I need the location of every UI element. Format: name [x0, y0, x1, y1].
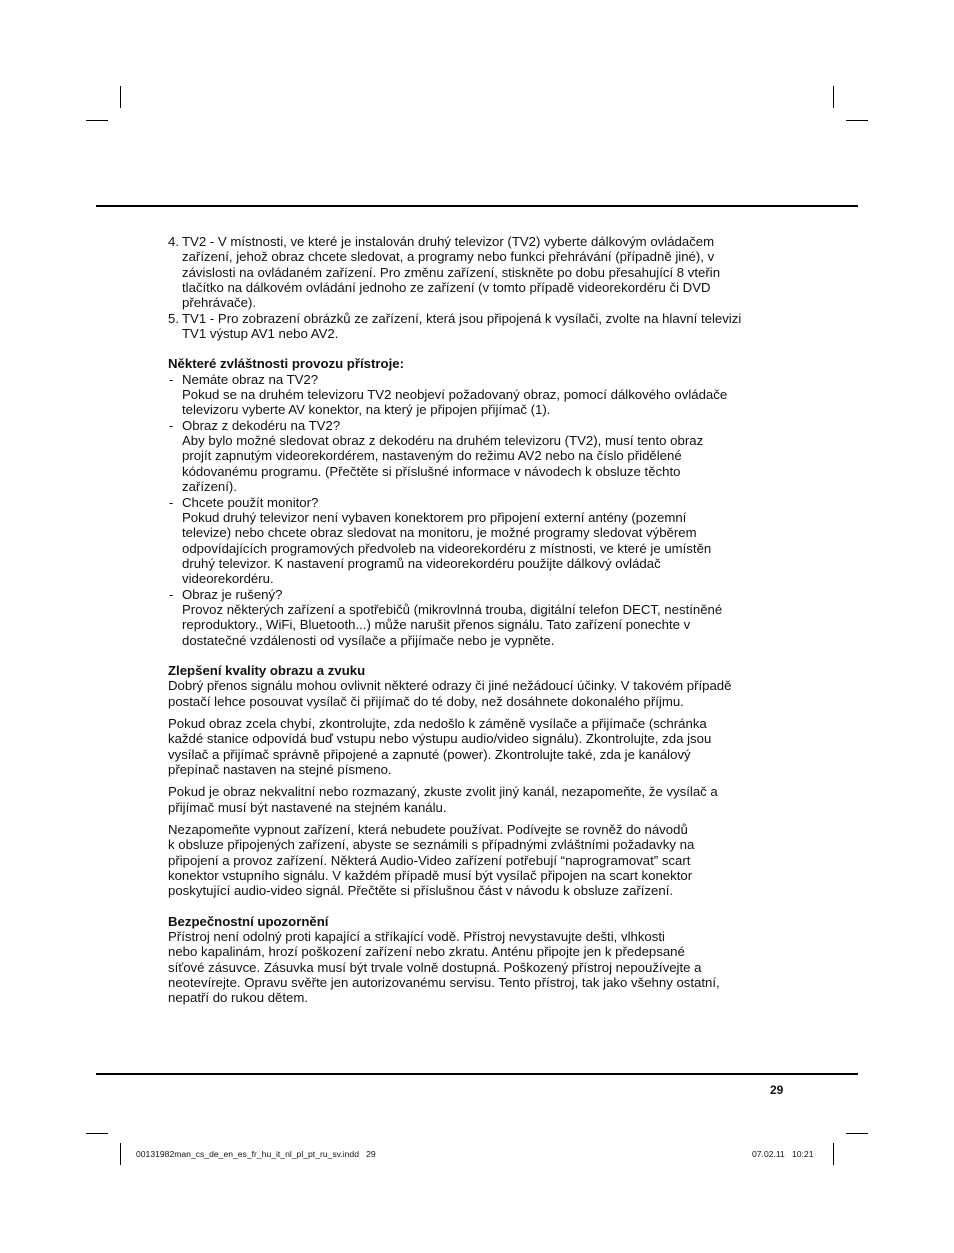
document-body: [168, 234, 792, 1006]
list-item: [168, 234, 792, 311]
faq-line: projít zapnutým videorekordérem, nastaveným do režimu AV2 nebo na číslo přidělené: [182, 448, 682, 464]
item-number: 5.: [168, 310, 179, 326]
paragraph-line: vysílač a přijímač správně připojené a zapnuté (power). Zkontrolujte také, zda je kanálový: [168, 746, 691, 762]
crop-mark: [86, 120, 108, 121]
footer-datetime: 07.02.11 10:21: [752, 1149, 814, 1159]
special-section: [168, 356, 792, 648]
list-item: [168, 311, 792, 342]
faq-question: Nemáte obraz na TV2?: [182, 371, 319, 387]
faq-line: Provoz některých zařízení a spotřebičů (mikrovlnná trouba, digitální telefon DECT, nestíněné: [182, 601, 723, 617]
crop-mark: [833, 1143, 834, 1165]
faq-item: [168, 418, 792, 495]
footer-filename: 00131982man_cs_de_en_es_fr_hu_it_nl_pl_pt_ru_sv.indd 29: [136, 1149, 376, 1159]
dash-bullet: -: [169, 586, 174, 602]
crop-mark: [833, 86, 834, 108]
item-line: přehrávače).: [182, 295, 257, 311]
paragraph: [168, 716, 792, 777]
paragraph-line: k obsluze připojených zařízení, abyste se seznámili s případnými zvláštními požadavky na: [168, 837, 695, 853]
crop-mark: [846, 120, 868, 121]
paragraph-line: Nezapomeňte vypnout zařízení, která nebudete používat. Podívejte se rovněž do návodů: [168, 822, 688, 838]
item-line: tlačítko na dálkovém ovládání jednoho ze zařízení (v tomto případě videorekordéru či DVD: [182, 280, 711, 296]
paragraph-line: síťové zásuvce. Zásuvka musí být trvale volně dostupná. Poškozený přístroj nepoužívejte a: [168, 959, 702, 975]
faq-line: Pokud druhý televizor není vybaven konektorem pro připojení externí antény (pozemní: [182, 509, 687, 525]
faq-line: Aby bylo možné sledovat obraz z dekodéru na druhém televizoru (TV2), musí tento obraz: [182, 433, 704, 449]
faq-question: Obraz je rušený?: [182, 586, 283, 602]
section-heading: Zlepšení kvality obrazu a zvuku: [168, 662, 366, 678]
paragraph: [168, 822, 792, 899]
crop-mark: [120, 1143, 121, 1165]
dash-bullet: -: [169, 417, 174, 433]
paragraph-line: nebo kapalinám, hrozí poškození zařízení nebo zkratu. Anténu připojte jen k předepsané: [168, 944, 685, 960]
paragraph-line: přepínač nastaven na stejné písmeno.: [168, 762, 392, 777]
faq-item: [168, 372, 792, 418]
faq-line: videorekordéru.: [182, 571, 274, 587]
item-line: TV1 - Pro zobrazení obrázků ze zařízení, která jsou připojená k vysílači, zvolte na hlavní televizi: [182, 310, 742, 326]
crop-mark: [846, 1133, 868, 1134]
dash-bullet: -: [169, 494, 174, 510]
top-rule: [96, 205, 858, 207]
faq-line: reproduktory., WiFi, Bluetooth...) může narušit přenos signálu. Tato zařízení ponechte v: [182, 617, 691, 633]
item-line: závislosti na ovládaném zařízení. Pro změnu zařízení, stiskněte po dobu přesahující 8 vteřin: [182, 264, 721, 280]
paragraph-line: Dobrý přenos signálu mohou ovlivnit některé odrazy či jiné nežádoucí účinky. V takovém případě: [168, 678, 732, 694]
item-line: TV1 výstup AV1 nebo AV2.: [182, 326, 339, 342]
section-heading: Některé zvláštnosti provozu přístroje:: [168, 356, 404, 372]
quality-section: [168, 663, 792, 899]
paragraph-line: neotevírejte. Opravu svěřte jen autorizovanému servisu. Tento přístroj, tak jako všehny ostatní,: [168, 975, 720, 991]
faq-line: druhý televizor. K nastavení programů na videorekordéru použijte dálkový ovládač: [182, 555, 661, 571]
page-number: 29: [770, 1083, 784, 1097]
paragraph-line: Přístroj není odolný proti kapající a stříkající vodě. Přístroj nevystavujte dešti, vlhkosti: [168, 929, 665, 945]
item-line: zařízení, jehož obraz chcete sledovat, a programy nebo funkci přehrávání (případně jiné), v: [182, 249, 715, 265]
faq-item: [168, 495, 792, 587]
faq-question: Obraz z dekodéru na TV2?: [182, 417, 341, 433]
paragraph: [168, 678, 792, 709]
paragraph-line: postačí lehce posouvat vysílač či přijímač do té doby, než dosáhnete dokonalého příjmu.: [168, 693, 684, 709]
paragraph-line: Pokud je obraz nekvalitní nebo rozmazaný, zkuste zvolit jiný kanál, nezapomeňte, že vysílač a: [168, 784, 718, 800]
item-number: 4.: [168, 234, 179, 249]
faq-line: zařízení).: [182, 479, 237, 495]
section-heading: Bezpečnostní upozornění: [168, 913, 329, 929]
dash-bullet: -: [169, 371, 174, 387]
faq-line: Pokud se na druhém televizoru TV2 neobjeví požadovaný obraz, pomocí dálkového ovládače: [182, 387, 728, 403]
paragraph: [168, 784, 792, 815]
bottom-rule: [96, 1073, 858, 1075]
faq-line: televize) nebo chcete obraz sledovat na monitoru, je možné programy sledovat výběrem: [182, 525, 697, 541]
paragraph-line: každé stanice odpovídá buď vstupu nebo výstupu audio/video signálu). Zkontrolujte, zda jsou: [168, 731, 712, 747]
paragraph-line: konektor vstupního signálu. V každém případě musí být vysílač připojen na scart konektor: [168, 868, 693, 884]
safety-section: [168, 914, 792, 1006]
paragraph-line: připojení a provoz zařízení. Některá Audio-Video zařízení potřebují “naprogramovat” scart: [168, 852, 691, 868]
paragraph-line: přijímač musí být nastavené na stejném kanálu.: [168, 799, 447, 815]
item-line: TV2 - V místnosti, ve které je instalován druhý televizor (TV2) vyberte dálkovým ovládačem: [182, 234, 715, 249]
faq-question: Chcete použít monitor?: [182, 494, 319, 510]
faq-line: dostatečné vzdálenosti od vysílače a přijímače nebo je vypněte.: [182, 632, 555, 648]
faq-line: televizoru vyberte AV konektor, na který je připojen přijímač (1).: [182, 402, 551, 418]
paragraph-line: nepatří do rukou dětem.: [168, 990, 309, 1006]
crop-mark: [86, 1133, 108, 1134]
paragraph-line: Pokud obraz zcela chybí, zkontrolujte, zda nedošlo k záměně vysílače a přijímače (schránka: [168, 715, 707, 731]
faq-line: kódovanému programu. (Přečtěte si příslušné informace v návodech k obsluze těchto: [182, 463, 681, 479]
numbered-list: [168, 234, 792, 341]
paragraph-line: poskytující audio-video signál. Přečtěte si příslušnou část v návodu k obsluze zařízení.: [168, 883, 674, 899]
faq-item: [168, 587, 792, 648]
crop-mark: [120, 86, 121, 108]
faq-line: odpovídajících programových předvoleb na videorekordéru z místnosti, ve které je umístěn: [182, 540, 712, 556]
